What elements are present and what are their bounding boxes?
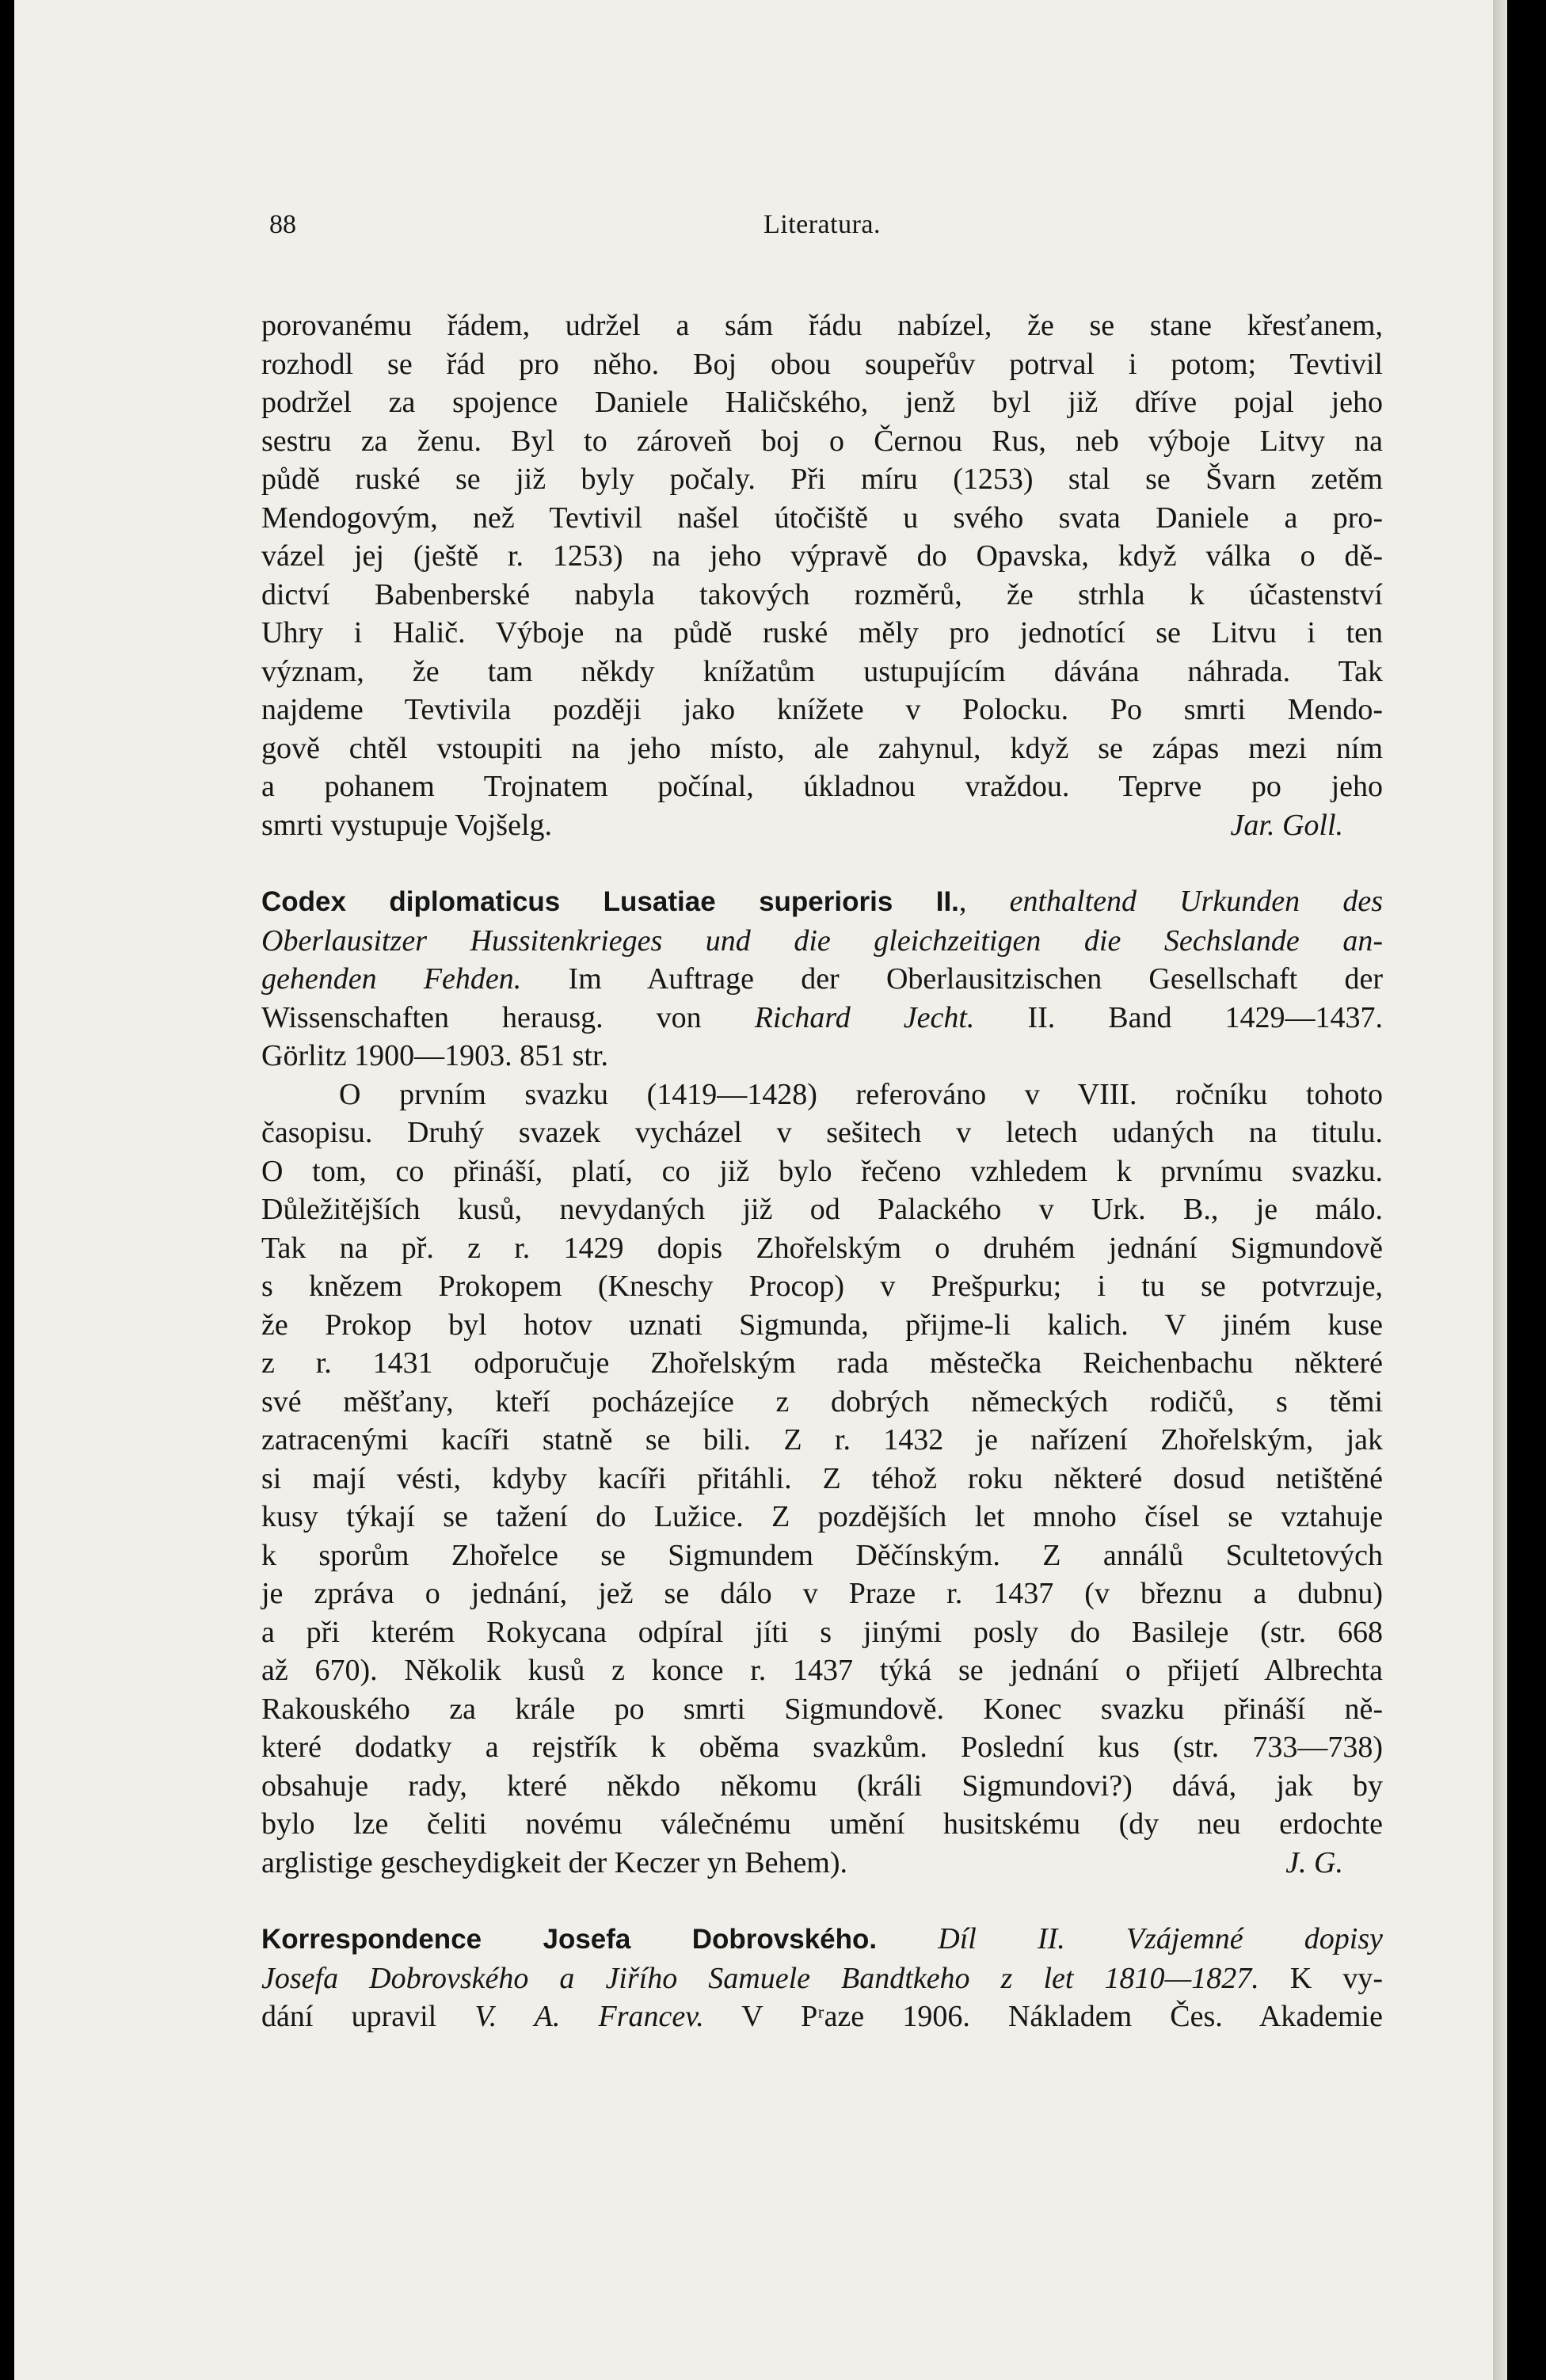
text-line: význam, že tam někdy knížatům ustupujícím dávána náhrada. Tak — [261, 654, 1383, 688]
review-title-line — [261, 999, 1383, 1038]
text-line: a při kterém Rokycana odpíral jíti s jinými posly do Basileje (str. 668 — [261, 1615, 1383, 1649]
review-heading: Codex diplomaticus Lusatiae superioris II. — [261, 886, 959, 917]
text-line: zatracenými kacíři statně se bili. Z r. 1432 je nařízení Zhořelským, jak — [261, 1423, 1383, 1457]
text-line: je zpráva o jednání, jež se dálo v Praze r. 1437 (v březnu a dubnu) — [261, 1577, 1383, 1610]
review-title-text: dání upravil — [261, 2000, 437, 2033]
running-title: Literatura. — [763, 210, 882, 239]
review-title-line — [261, 1959, 1383, 1998]
text-line: Rakouského za krále po smrti Sigmundově. Konec svazku přináší ně- — [261, 1692, 1383, 1726]
review-heading: Korrespondence Josefa Dobrovského. — [261, 1924, 878, 1955]
text-line: kusy týkají se tažení do Lužice. Z pozdějších let mnoho čísel se vztahuje — [261, 1500, 1383, 1533]
text-line: a pohanem Trojnatem počínal, úkladnou vraždou. Teprve po jeho — [261, 770, 1383, 803]
review-title-text: K vy- — [1289, 1961, 1383, 1995]
page-number: 88 — [269, 210, 296, 239]
review-title-text: II. Band 1429—1437. — [1027, 1000, 1384, 1034]
review-title-line — [261, 1920, 1383, 1959]
review-title-line — [261, 960, 1383, 999]
review-continuation — [261, 307, 1383, 844]
review-title-italic: Díl II. Vzájemné dopisy — [938, 1922, 1383, 1955]
text-line-with-signature — [261, 806, 1383, 845]
text-line-with-signature — [261, 1844, 1383, 1883]
review-title-line — [261, 882, 1383, 922]
text-line: časopisu. Druhý svazek vycházel v sešitech v letech udaných na titulu. — [261, 1116, 1383, 1149]
review-editor-name: V. A. Francev. — [474, 2000, 704, 2033]
text-line: své měšťany, kteří pocházejíce z dobrých německých rodičů, s těmi — [261, 1384, 1383, 1418]
review-title-italic: gehenden Fehden. — [261, 962, 522, 996]
text-line: najdeme Tevtivila později jako knížete v Polocku. Po smrti Mendo- — [261, 693, 1383, 726]
author-signature: J. G. — [1285, 1845, 1343, 1879]
text-line: až 670). Několik kusů z konce r. 1437 týká se jednání o přijetí Albrechta — [261, 1654, 1383, 1687]
text-line: které dodatky a rejstřík k oběma svazkům. Poslední kus (str. 733—738) — [261, 1731, 1383, 1764]
text-line: z r. 1431 odporučuje Zhořelským rada městečka Reichenbachu některé — [261, 1346, 1383, 1380]
review-title-italic: Josefa Dobrovského a Jiřího Samuele Bandtkeho z let 1810—1827. — [261, 1961, 1259, 1995]
author-signature: Jar. Goll. — [1230, 808, 1343, 842]
text-line: rozhodl se řád pro něho. Boj obou soupeřův potrval i potom; Tevtivil — [261, 347, 1383, 381]
book-page — [14, 0, 1507, 2380]
review-editor-name: Richard Jecht. — [754, 1000, 975, 1034]
text-line: Tak na př. z r. 1429 dopis Zhořelským o druhém jednání Sigmundově — [261, 1231, 1383, 1265]
review-codex-lusatiae — [261, 882, 1383, 1882]
text-line: že Prokop byl hotov uznati Sigmunda, přijme-li kalich. V jiném kuse — [261, 1308, 1383, 1342]
text-line: podržel za spojence Daniele Haličského, jenž byl již dříve pojal jeho — [261, 386, 1383, 419]
text-line: O tom, co přináší, platí, co již bylo řečeno vzhledem k prvnímu svazku. — [261, 1154, 1383, 1188]
text-line: sestru za ženu. Byl to zároveň boj o Černou Rus, neb výboje Litvy na — [261, 424, 1383, 458]
text-line: si mají vésti, kdyby kacíři přitáhli. Z téhož roku některé dosud netištěné — [261, 1461, 1383, 1495]
text-line: Mendogovým, než Tevtivil našel útočiště u svého svata Daniele a pro- — [261, 501, 1383, 535]
text-line: dictví Babenberské nabyla takových rozměrů, že strhla k účastenství — [261, 577, 1383, 611]
review-title-italic: enthaltend Urkunden des — [1009, 885, 1384, 918]
heading-separator: , — [958, 885, 967, 918]
text-block — [261, 307, 1383, 2036]
review-title-line: Görlitz 1900—1903. 851 str. — [261, 1039, 609, 1072]
text-line: bylo lze čeliti novému válečnému umění husitskému (dy neu erdochte — [261, 1807, 1383, 1841]
text-line: porovanému řádem, udržel a sám řádu nabízel, že se stane křesťanem, — [261, 309, 1383, 342]
review-title-text: Wissenschaften herausg. von — [261, 1000, 702, 1034]
text-line: gově chtěl vstoupiti na jeho místo, ale zahynul, když se zápas mezi ním — [261, 731, 1383, 765]
page-content — [261, 210, 1383, 2036]
last-text-line: smrti vystupuje Vojšelg. — [261, 808, 553, 842]
text-line: k sporům Zhořelce se Sigmundem Děčínským. Z annálů Scultetových — [261, 1538, 1383, 1572]
text-line: obsahuje rady, které někdo někomu (králi Sigmundovi?) dává, jak by — [261, 1769, 1383, 1803]
running-head — [261, 210, 1383, 257]
text-line: Uhry i Halič. Výboje na půdě ruské měly pro jednotící se Litvu i ten — [261, 616, 1383, 649]
text-line: půdě ruské se již byly počaly. Při míru (1253) stal se Švarn zetěm — [261, 463, 1383, 496]
review-dobrovsky-correspondence — [261, 1920, 1383, 2036]
text-line: Důležitějších kusů, nevydaných již od Palackého v Urk. B., je málo. — [261, 1193, 1383, 1226]
review-title-line: Oberlausitzer Hussitenkrieges und die gleichzeitigen die Sechslande an- — [261, 923, 1383, 958]
text-line: O prvním svazku (1419—1428) referováno v VIII. ročníku tohoto — [339, 1077, 1383, 1111]
review-title-text: V Pʳaze 1906. Nákladem Čes. Akademie — [741, 2000, 1383, 2033]
last-text-line: arglistige gescheydigkeit der Keczer yn Behem). — [261, 1845, 848, 1879]
text-line: vázel jej (ještě r. 1253) na jeho výpravě do Opavska, když válka o dě- — [261, 539, 1383, 573]
review-title-text: Im Auftrage der Oberlausitzischen Gesellschaft der — [568, 962, 1384, 996]
page-edge-shadow — [1493, 0, 1507, 2380]
text-line: s knězem Prokopem (Kneschy Procop) v Prešpurku; i tu se potvrzuje, — [261, 1270, 1383, 1303]
review-title-line — [261, 1997, 1383, 2036]
